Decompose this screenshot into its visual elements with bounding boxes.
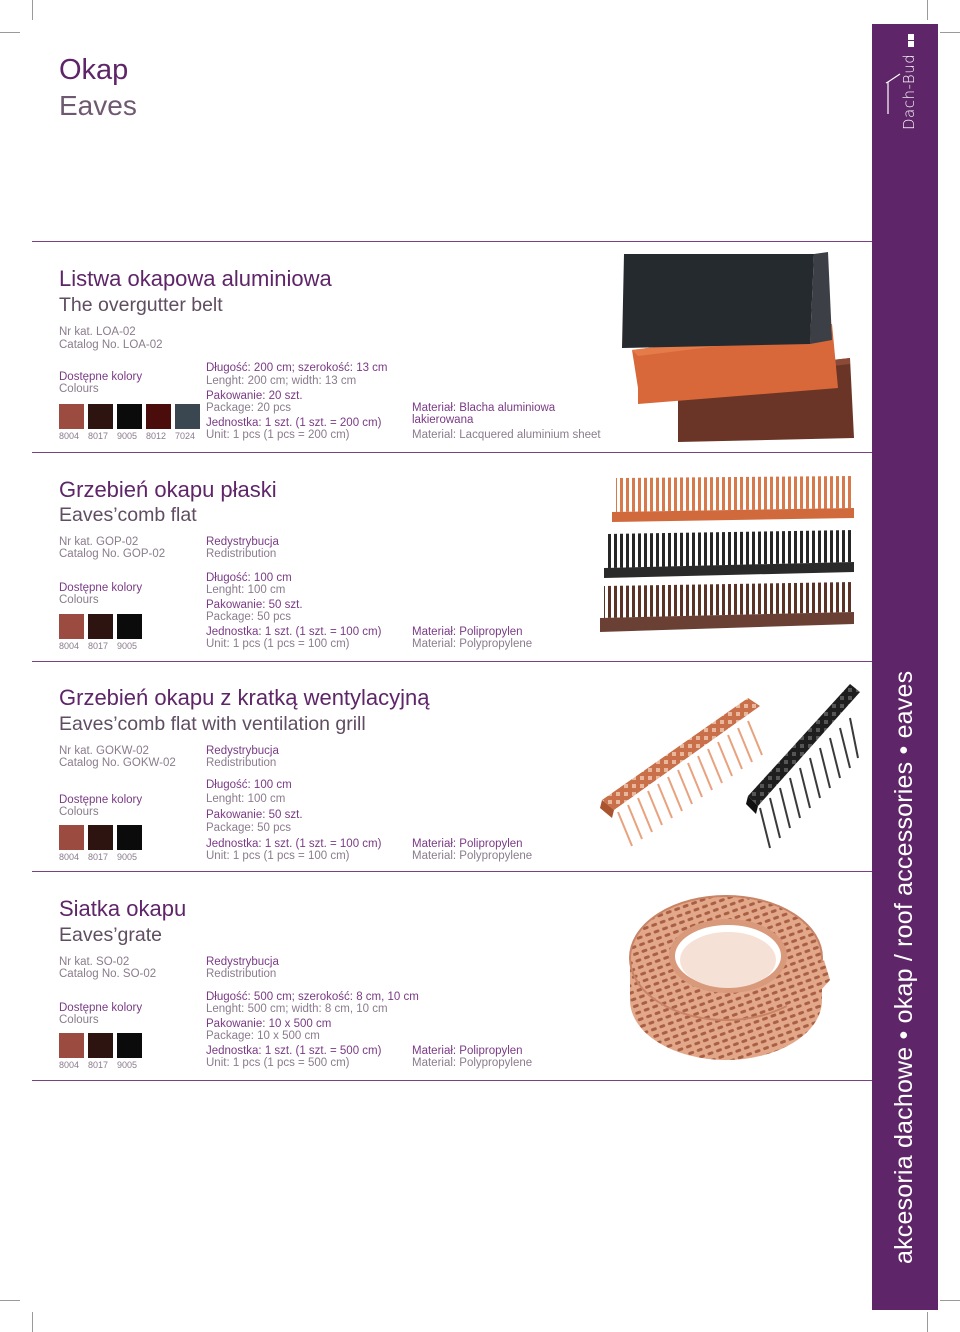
colour-swatches [59,614,142,639]
redistribution-pl: Redystrybucja [206,956,279,968]
colour-codes [59,1060,142,1070]
divider [32,241,872,242]
unit-en: Unit: 1 pcs (1 pcs = 100 cm) [206,850,350,862]
redistribution-pl: Redystrybucja [206,536,279,548]
colour-code: 9005 [117,431,138,441]
sidebar-caption: akcesoria dachowe • okap / roof accessories • eaves [890,670,918,1264]
packing-pl: Pakowanie: 20 szt. [206,390,303,402]
catalog-number-en: Catalog No. LOA-02 [59,339,163,351]
section-subtitle: Eaves’grate [59,924,162,946]
colour-swatch [117,614,142,639]
crop-mark [0,1300,20,1301]
section-title: Siatka okapu [59,896,187,921]
colours-label-pl: Dostępne kolory [59,1002,143,1014]
colour-swatch [88,404,113,429]
packing-en: Package: 10 x 500 cm [206,1030,320,1042]
crop-mark [940,32,960,33]
crop-mark [940,1300,960,1301]
catalog-number-pl: Nr kat. GOP-02 [59,536,139,548]
packing-en: Package: 50 pcs [206,611,292,623]
material-pl: Materiał: Polipropylen [412,1045,523,1057]
catalog-number-en: Catalog No. SO-02 [59,968,157,980]
eaves-grate-roll-photo [624,880,836,1066]
redistribution-en: Redistribution [206,548,277,560]
material-en: Material: Lacquered aluminium sheet [412,429,601,441]
unit-pl: Jednostka: 1 szt. (1 szt. = 100 cm) [206,838,382,850]
eaves-comb-grill-photo [598,678,860,854]
colour-code: 8012 [146,431,167,441]
section-title: Grzebień okapu z kratką wentylacyjną [59,685,430,710]
length-en: Lenght: 100 cm [206,793,286,805]
colour-code: 9005 [117,1060,138,1070]
colour-codes [59,641,142,651]
colour-code: 8004 [59,852,80,862]
colour-code: 7024 [175,431,196,441]
length-pl: Długość: 200 cm; szerokość: 13 cm [206,362,388,374]
length-pl: Długość: 500 cm; szerokość: 8 cm, 10 cm [206,991,419,1003]
colour-swatch [117,825,142,850]
catalog-number-pl: Nr kat. GOKW-02 [59,745,149,757]
colour-code: 8017 [88,431,109,441]
page-title: Okap [59,54,129,86]
crop-mark [927,0,928,20]
crop-mark [32,1312,33,1332]
section-subtitle: Eaves’comb flat [59,504,197,526]
logo-text: Dach-Bud [900,34,918,130]
colours-label-pl: Dostępne kolory [59,794,143,806]
packing-pl: Pakowanie: 10 x 500 cm [206,1018,332,1030]
material-pl: Materiał: Polipropylen [412,626,523,638]
catalog-number-pl: Nr kat. LOA-02 [59,326,136,338]
crop-mark [927,1312,928,1332]
packing-en: Package: 50 pcs [206,822,292,834]
colours-label-pl: Dostępne kolory [59,371,143,383]
colour-swatches [59,404,200,429]
length-en: Lenght: 100 cm [206,584,286,596]
section-title: Grzebień okapu płaski [59,477,277,502]
packing-pl: Pakowanie: 50 szt. [206,809,303,821]
colour-swatch [117,404,142,429]
colour-swatch [146,404,171,429]
unit-en: Unit: 1 pcs (1 pcs = 100 cm) [206,638,350,650]
divider [32,1080,872,1081]
overgutter-belt-photo [618,252,858,444]
colour-codes [59,431,200,441]
material-en: Material: Polypropylene [412,1057,533,1069]
page-subtitle: Eaves [59,90,137,121]
colour-code: 8004 [59,431,80,441]
colour-swatch [59,614,84,639]
colour-swatches [59,825,142,850]
unit-en: Unit: 1 pcs (1 pcs = 200 cm) [206,429,350,441]
unit-pl: Jednostka: 1 szt. (1 szt. = 500 cm) [206,1045,382,1057]
divider [32,661,872,662]
colour-swatch [59,404,84,429]
colour-swatch [175,404,200,429]
unit-en: Unit: 1 pcs (1 pcs = 500 cm) [206,1057,350,1069]
crop-mark [0,32,20,33]
colour-swatch [59,825,84,850]
colour-code: 8004 [59,1060,80,1070]
colour-swatch [88,825,113,850]
catalog-number-en: Catalog No. GOP-02 [59,548,166,560]
divider [32,452,872,453]
colour-code: 8004 [59,641,80,651]
unit-pl: Jednostka: 1 szt. (1 szt. = 200 cm) [206,417,382,429]
redistribution-en: Redistribution [206,968,277,980]
colours-label-en: Colours [59,806,99,818]
divider [32,871,872,872]
colours-label-en: Colours [59,1014,99,1026]
material-pl: Materiał: Blacha aluminiowa [412,402,556,414]
redistribution-pl: Redystrybucja [206,745,279,757]
unit-pl: Jednostka: 1 szt. (1 szt. = 100 cm) [206,626,382,638]
colours-label-en: Colours [59,383,99,395]
colours-label-en: Colours [59,594,99,606]
section-title: Listwa okapowa aluminiowa [59,266,332,291]
material-en: Material: Polypropylene [412,850,533,862]
length-en: Lenght: 500 cm; width: 8 cm, 10 cm [206,1003,388,1015]
section-subtitle: The overgutter belt [59,294,223,316]
colour-swatch [117,1033,142,1058]
eaves-comb-flat-photo [596,474,858,640]
material-en: Material: Polypropylene [412,638,533,650]
length-pl: Długość: 100 cm [206,572,292,584]
section-subtitle: Eaves’comb flat with ventilation grill [59,713,366,735]
catalog-number-pl: Nr kat. SO-02 [59,956,130,968]
length-pl: Długość: 100 cm [206,779,292,791]
colour-codes [59,852,142,862]
colour-swatch [59,1033,84,1058]
redistribution-en: Redistribution [206,757,277,769]
colour-code: 8017 [88,641,109,651]
catalog-number-en: Catalog No. GOKW-02 [59,757,176,769]
colour-swatch [88,614,113,639]
colour-code: 8017 [88,852,109,862]
colour-code: 8017 [88,1060,109,1070]
packing-pl: Pakowanie: 50 szt. [206,599,303,611]
colour-code: 9005 [117,641,138,651]
colour-code: 9005 [117,852,138,862]
material-pl: Materiał: Polipropylen [412,838,523,850]
length-en: Lenght: 200 cm; width: 13 cm [206,375,357,387]
colour-swatch [88,1033,113,1058]
colour-swatches [59,1033,142,1058]
material-pl-cont: lakierowana [412,414,474,426]
crop-mark [32,0,33,20]
colours-label-pl: Dostępne kolory [59,582,143,594]
packing-en: Package: 20 pcs [206,402,292,414]
